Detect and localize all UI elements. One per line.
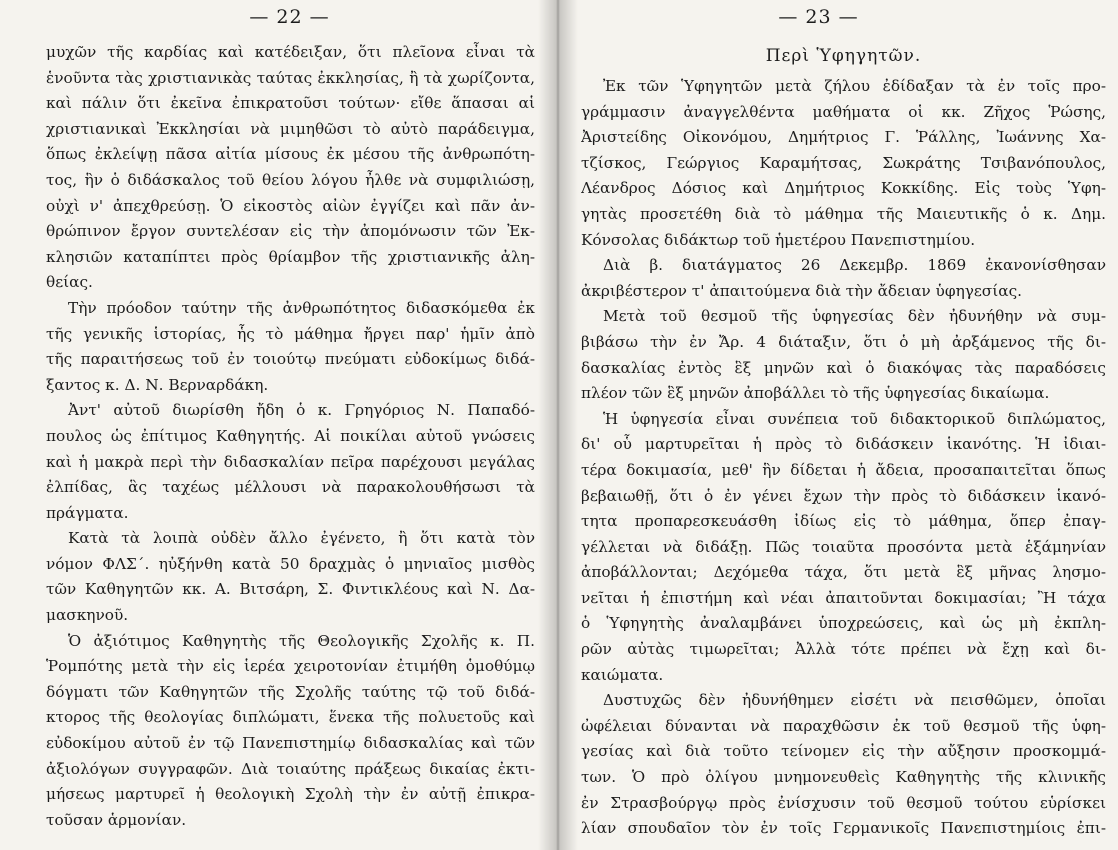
text-line: οὐχὶ ν' ἀπεχθρεύσῃ. Ὁ εἰκοστὸς αἰὼν ἐγγίζει καὶ πᾶν ἀν- xyxy=(46,196,535,215)
text-line: Ἡ ὑφηγεσία εἶναι συνέπεια τοῦ διδακτορικοῦ διπλώματος, xyxy=(603,409,1106,428)
text-line: ἐν Στρασβούργῳ πρὸς ἐνίσχυσιν τοῦ θεσμοῦ τούτου εὑρίσκει xyxy=(581,793,1106,812)
text-line: νεῖται ἡ ἐπιστήμη καὶ νέαι ἀπαιτοῦνται δοκιμασίαι; Ἢ τάχα xyxy=(581,588,1106,607)
text-line: τῶν Καθηγητῶν κκ. Α. Βιτσάρη, Σ. Φιντικλέους καὶ Ν. Δα- xyxy=(46,580,535,599)
text-line: Ἐκ τῶν Ὑφηγητῶν μετὰ ζήλου ἐδίδαξαν τὰ ἐν τοῖς προ- xyxy=(603,77,1106,95)
text-line: Ὁ ἀξιότιμος Καθηγητὴς τῆς Θεολογικῆς Σχολῆς κ. Π. xyxy=(68,631,535,650)
left-page-text xyxy=(46,40,535,833)
text-line: ἀξιολόγων συγγραφῶν. Διὰ τοιαύτης πράξεως δικαίας ἐκτι- xyxy=(46,759,535,778)
right-page xyxy=(559,0,1118,850)
text-line: λίαν σπουδαῖον τὸν ἐν τοῖς Γερμανικοῖς Πανεπιστημίοις ἐπι- xyxy=(581,819,1106,838)
text-line: Μετὰ τοῦ θεσμοῦ τῆς ὑφηγεσίας δὲν ἠδυνήθην νὰ συμ- xyxy=(603,307,1106,326)
text-line: Κόνσολας διδάκτωρ τοῦ ἡμετέρου Πανεπιστημίου. xyxy=(581,230,976,249)
text-line: πράγματα. xyxy=(46,503,129,522)
text-line: δασκαλίας ἐντὸς ἓξ μηνῶν καὶ ὁ διακόψας τὰς παραδόσεις xyxy=(581,358,1106,377)
text-line: εὐδοκίμου αὐτοῦ ἐν τῷ Πανεπιστημίῳ διδασκαλίας καὶ τῶν xyxy=(46,734,535,753)
text-line: πουλος ὡς ἐπίτιμος Καθηγητής. Αἱ ποικίλαι αὐτοῦ γνώσεις xyxy=(46,426,535,445)
text-line: Κατὰ τὰ λοιπὰ οὐδὲν ἄλλο ἐγένετο, ἢ ὅτι κατὰ τὸν xyxy=(68,529,535,548)
text-line: Ἀντ' αὐτοῦ διωρίσθη ἤδη ὁ κ. Γρηγόριος Ν. Παπαδό- xyxy=(68,401,535,420)
text-line: γεσίας καὶ διὰ τοῦτο τείνομεν εἰς τὴν αὔξησιν προσκομμά- xyxy=(581,742,1106,761)
text-line: νόμον ΦΛΣ΄. ηὐξήνθη κατὰ 50 δραχμὰς ὁ μηνιαῖος μισθὸς xyxy=(46,554,535,573)
text-line: ἑνοῦντα τὰς χριστιανικὰς ταύτας ἐκκλησίας, ἢ τὰ χωρίζοντα, xyxy=(46,68,535,87)
text-line: τῆς παραιτήσεως τοῦ ἐν τοιούτῳ πνεύματι εὐδοκίμως διδά- xyxy=(46,350,535,369)
text-line: τητα προπαρεσκευάσθη ἰδίως εἰς τὸ μάθημα, ὅπερ ἐπαγ- xyxy=(581,512,1106,531)
text-line: βεβαιωθῇ, ὅτι ὁ ἐν γένει ἔχων τὴν πρὸς τὸ διδάσκειν ἱκανό- xyxy=(581,486,1106,505)
text-line: ὁ Ὑφηγητὴς ἀναλαμβάνει ὑποχρεώσεις, καὶ ὡς μὴ ἐκπλη- xyxy=(581,614,1106,633)
text-line: γράμμασιν ἀναγγελθέντα μαθήματα οἱ κκ. Ζῆχος Ῥώσης, xyxy=(581,102,1106,121)
text-line: τέρα δοκιμασία, μεθ' ἣν δίδεται ἡ ἄδεια, προσαπαιτεῖται ὅπως xyxy=(581,460,1106,479)
text-line: μυχῶν τῆς καρδίας καὶ κατέδειξαν, ὅτι πλεῖονα εἶναι τὰ xyxy=(46,43,535,61)
text-line: ξαντος κ. Δ. Ν. Βερναρδάκη. xyxy=(46,375,269,394)
text-line: κλησιῶν καταπίπτει πρὸς θρίαμβον τῆς χριστιανικῆς ἀλη- xyxy=(46,247,535,266)
text-line: χριστιανικαὶ Ἐκκλησίαι νὰ μιμηθῶσι τὸ αὐτὸ παράδειγμα, xyxy=(46,119,535,138)
page-number-left: — 22 — xyxy=(249,6,330,28)
text-line: μασκηνοῦ. xyxy=(46,606,129,625)
text-line: τῆς γενικῆς ἱστορίας, ἧς τὸ μάθημα ἤργει παρ' ἡμῖν ἀπὸ xyxy=(46,324,535,343)
text-line: ὅπως ἐκλείψῃ πᾶσα αἰτία μίσους ἐκ μέσου τῆς ἀνθρωπότη- xyxy=(46,145,535,164)
text-line: δόγματι τῶν Καθηγητῶν τῆς Σχολῆς ταύτης τῷ τοῦ διδά- xyxy=(46,682,535,701)
text-line: δι' οὗ μαρτυρεῖται ἡ πρὸς τὸ διδάσκειν ἱκανότης. Ἡ ἰδιαι- xyxy=(581,435,1106,454)
text-line: Διὰ β. διατάγματος 26 Δεκεμβρ. 1869 ἐκανονίσθησαν xyxy=(603,256,1106,275)
text-line: Τὴν πρόοδον ταύτην τῆς ἀνθρωπότητος διδασκόμεθα ἐκ xyxy=(68,298,535,317)
text-line: τζίσκος, Γεώργιος Καραμήτσας, Σωκράτης Τσιβανόπουλος, xyxy=(581,153,1106,172)
text-line: τος, ἣν ὁ διδάσκαλος τοῦ θείου λόγου ἦλθε νὰ συμφιλιώσῃ, xyxy=(46,170,535,189)
text-line: των. Ὁ πρὸ ὀλίγου μνημονευθεὶς Καθηγητὴς τῆς κλινικῆς xyxy=(581,768,1106,787)
text-line: βιβάσω τὴν ἐν Ἄρ. 4 διάταξιν, ὅτι ὁ μὴ ἀρξάμενος τῆς δι- xyxy=(581,332,1106,351)
text-line: ἐλπίδας, ἃς ταχέως μέλλουσι νὰ παρακολουθήσωσι τὰ xyxy=(46,478,535,497)
text-line: ἀποβάλλονται; Δεχόμεθα τάχα, ὅτι μετὰ ἓξ μῆνας λησμο- xyxy=(581,563,1106,582)
text-line: θρώπινον ἔργον συντελέσαν εἰς τὴν ἀπομόνωσιν τῶν Ἐκ- xyxy=(46,222,535,241)
text-line: ἀκριβέστερον τ' ἀπαιτούμενα διὰ τὴν ἄδειαν ὑφηγεσίας. xyxy=(581,281,1022,300)
text-line: Λέανδρος Δόσιος καὶ Δημήτριος Κοκκίδης. Εἰς τοὺς Ὑφη- xyxy=(581,179,1106,198)
text-line: Ῥομπότης μετὰ τὴν εἰς ἱερέα χειροτονίαν ἐτιμήθη ὁμοθύμῳ xyxy=(46,657,535,676)
page-number-right: — 23 — xyxy=(778,6,859,28)
text-line: τοῦσαν ἁρμονίαν. xyxy=(46,810,187,829)
text-line: καὶ πάλιν ὅτι ἐκεῖνα ἐπικρατοῦσι τούτων· εἴθε ἅπασαι αἱ xyxy=(46,94,535,113)
text-line: γέλλεται νὰ διδάξῃ. Πῶς τοιαῦτα προσόντα μετὰ ἑξάμηνίαν xyxy=(581,537,1106,556)
section-heading: Περὶ Ὑφηγητῶν. xyxy=(765,46,922,66)
text-line: θείας. xyxy=(46,273,93,292)
text-line: καιώματα. xyxy=(581,665,664,684)
right-page-text xyxy=(581,42,1106,842)
text-line: ρῶν αὐτὰς τιμωρεῖται; Ἀλλὰ τότε πρέπει νὰ ἔχῃ καὶ δι- xyxy=(581,640,1106,659)
text-line: πλέον τῶν ἓξ μηνῶν ἀποβάλλει τὸ τῆς ὑφηγεσίας δικαίωμα. xyxy=(581,384,1050,403)
text-line: κτορος τῆς θεολογίας διπλώματι, ἕνεκα τῆς πολυετοῦς καὶ xyxy=(46,708,535,727)
text-line: ὠφέλειαι δύνανται νὰ παραχθῶσιν ἐκ τοῦ θεσμοῦ τῆς ὑφη- xyxy=(581,716,1106,735)
text-line: μήσεως μαρτυρεῖ ἡ θεολογικὴ Σχολὴ τὴν ἐν αὐτῇ ἐπικρα- xyxy=(46,785,535,804)
text-line: Ἀριστείδης Οἰκονόμου, Δημήτριος Γ. Ῥάλλης, Ἰωάννης Χα- xyxy=(581,128,1106,147)
text-line: γητὰς προσετέθη διὰ τὸ μάθημα τῆς Μαιευτικῆς ὁ κ. Δημ. xyxy=(581,204,1106,223)
text-line: Δυστυχῶς δὲν ἠδυνήθημεν εἰσέτι νὰ πεισθῶμεν, ὁποῖαι xyxy=(603,691,1106,710)
text-line: καὶ ἡ μακρὰ περὶ τὴν διδασκαλίαν πεῖρα παρέχουσι μεγάλας xyxy=(46,452,535,471)
